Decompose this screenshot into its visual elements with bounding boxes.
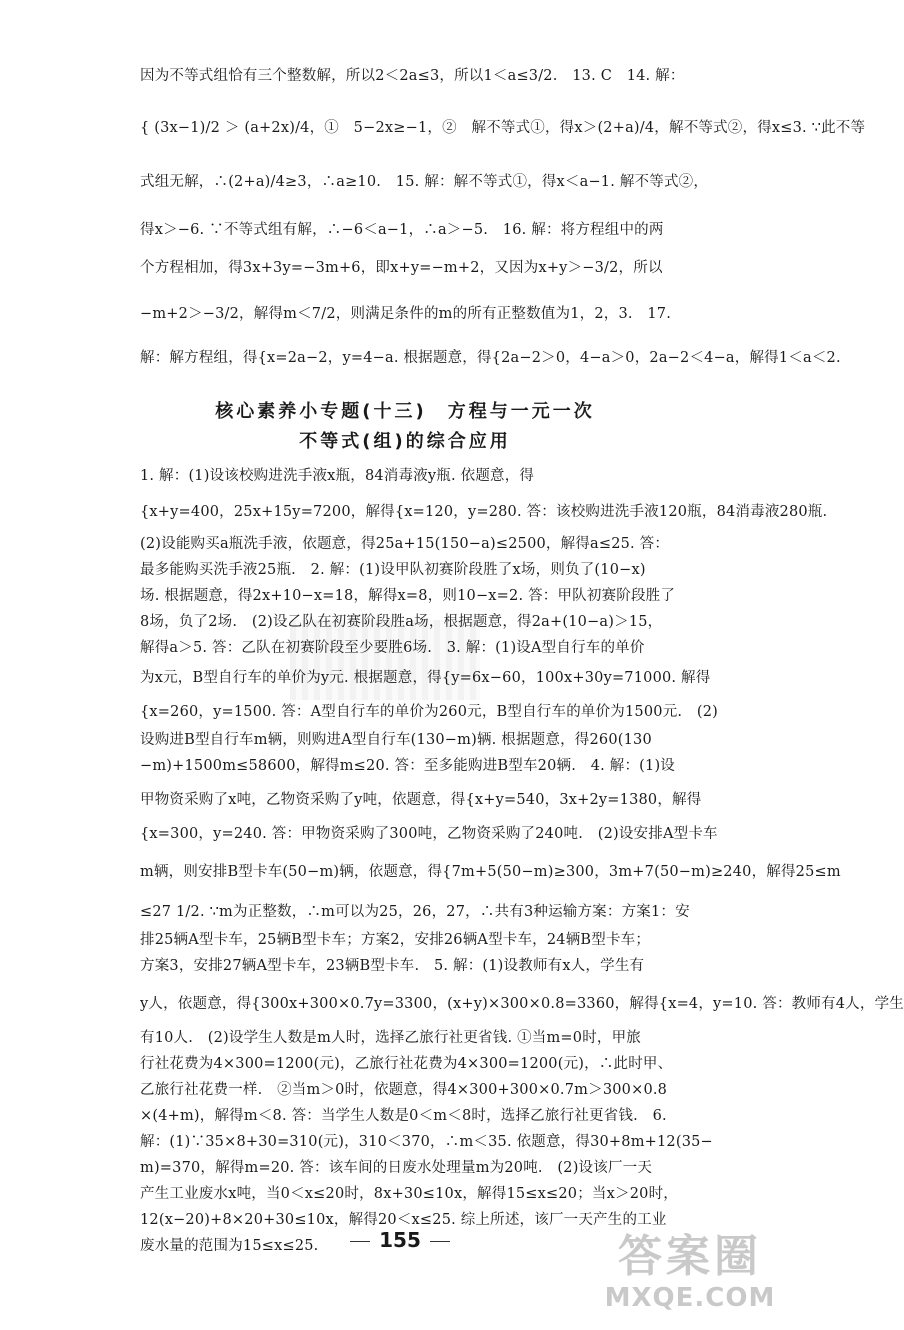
- text-line: 最多能购买洗手液25瓶. 2. 解：(1)设甲队初赛阶段胜了x场，则负了(10−x): [140, 562, 646, 578]
- text-line: {x+y=400，25x+15y=7200，解得{x=120，y=280. 答：该校购进洗手液120瓶，84消毒液280瓶.: [140, 504, 828, 520]
- text-line: 设购进B型自行车m辆，则购进A型自行车(130−m)辆. 根据题意，得260(130: [140, 732, 652, 748]
- text-line: −m)+1500m≤58600，解得m≤20. 答：至多能购进B型车20辆. 4. 解：(1)设: [140, 758, 675, 774]
- text-line: 甲物资采购了x吨，乙物资采购了y吨，依题意，得{x+y=540，3x+2y=1380，解得: [140, 792, 702, 808]
- text-line: 方案3，安排27辆A型卡车，23辆B型卡车. 5. 解：(1)设教师有x人，学生有: [140, 958, 645, 974]
- text-line: 乙旅行社花费一样. ②当m＞0时，依题意，得4×300+300×0.7m＞300×0.8: [140, 1082, 668, 1098]
- text-line: 个方程相加，得3x+3y=−3m+6，即x+y=−m+2，又因为x+y＞−3/2，所以: [140, 260, 663, 276]
- section-subtitle: 不等式(组)的综合应用: [299, 431, 511, 452]
- text-line: 解：解方程组，得{x=2a−2，y=4−a. 根据题意，得{2a−2＞0，4−a＞0，2a−2＜4−a，解得1＜a＜2.: [140, 350, 841, 366]
- text-line: 产生工业废水x吨，当0＜x≤20时，8x+30≤10x，解得15≤x≤20；当x＞20时，: [140, 1186, 678, 1202]
- watermark-text: 答案圈: [618, 1231, 762, 1282]
- text-line: 排25辆A型卡车，25辆B型卡车；方案2，安排26辆A型卡车，24辆B型卡车；: [140, 932, 651, 948]
- text-line: {x=260，y=1500. 答：A型自行车的单价为260元，B型自行车的单价为1500元. (2): [140, 704, 719, 720]
- text-line: 解：(1)∵35×8+30=310(元)，310＜370，∴m＜35. 依题意，得30+8m+12(35−: [140, 1134, 713, 1150]
- text-line: { (3x−1)/2 ＞ (a+2x)/4，① 5−2x≥−1，② 解不等式①，得x＞(2+a)/4，解不等式②，得x≤3. ∵此不等: [140, 120, 866, 136]
- section-title: 核心素养小专题(十三) 方程与一元一次: [215, 401, 595, 422]
- text-line: 式组无解，∴(2+a)/4≥3，∴a≥10. 15. 解：解不等式①，得x＜a−1. 解不等式②，: [140, 174, 709, 190]
- text-line: −m+2＞−3/2，解得m＜7/2，则满足条件的m的所有正整数值为1，2，3. 17.: [140, 306, 672, 322]
- text-line: 场. 根据题意，得2x+10−x=18，解得x=8，则10−x=2. 答：甲队初赛阶段胜了: [140, 588, 676, 604]
- watermark-url: MXQE.COM: [604, 1283, 776, 1313]
- page-number: 155: [340, 1228, 460, 1252]
- watermark-logo: [590, 1232, 790, 1322]
- text-line: m辆，则安排B型卡车(50−m)辆，依题意，得{7m+5(50−m)≥300，3m+7(50−m)≥240，解得25≤m: [140, 864, 841, 880]
- text-line: 1. 解：(1)设该校购进洗手液x瓶，84消毒液y瓶. 依题意，得: [140, 468, 535, 484]
- text-line: ×(4+m)，解得m＜8. 答：当学生人数是0＜m＜8时，选择乙旅行社更省钱. 6.: [140, 1108, 667, 1124]
- faint-stamp: [290, 620, 480, 700]
- text-line: (2)设能购买a瓶洗手液，依题意，得25a+15(150−a)≤2500，解得a≤25. 答：: [140, 536, 670, 552]
- text-line: y人，依题意，得{300x+300×0.7y=3300，(x+y)×300×0.8=3360，解得{x=4，y=10. 答：教师有4人，学生: [140, 996, 904, 1012]
- text-line: 因为不等式组恰有三个整数解，所以2＜2a≤3，所以1＜a≤3/2. 13. C 14. 解：: [140, 68, 685, 84]
- text-line: 得x＞−6. ∵不等式组有解，∴−6＜a−1，∴a＞−5. 16. 解：将方程组中的两: [140, 222, 664, 238]
- text-line: m)=370，解得m=20. 答：该车间的日废水处理量m为20吨. (2)设该厂一天: [140, 1160, 653, 1176]
- text-line: 行社花费为4×300=1200(元)，乙旅行社花费为4×300=1200(元)，∴此时甲、: [140, 1056, 673, 1072]
- text-line: 8场，负了2场. (2)设乙队在初赛阶段胜a场，根据题意，得2a+(10−a)＞15，: [140, 614, 663, 630]
- text-line: 12(x−20)+8×20+30≤10x，解得20＜x≤25. 综上所述，该厂一天产生的工业: [140, 1212, 667, 1228]
- text-line: {x=300，y=240. 答：甲物资采购了300吨，乙物资采购了240吨. (2)设安排A型卡车: [140, 826, 718, 842]
- text-line: ≤27 1/2. ∵m为正整数，∴m可以为25，26，27，∴共有3种运输方案：方案1：安: [140, 904, 690, 920]
- text-line: 废水量的范围为15≤x≤25.: [140, 1238, 319, 1254]
- text-line: 有10人. (2)设学生人数是m人时，选择乙旅行社更省钱. ①当m=0时，甲旅: [140, 1030, 641, 1046]
- text-line: 为x元，B型自行车的单价为y元. 根据题意，得{y=6x−60，100x+30y=71000. 解得: [140, 670, 711, 686]
- text-line: 解得a＞5. 答：乙队在初赛阶段至少要胜6场. 3. 解：(1)设A型自行车的单价: [140, 640, 645, 656]
